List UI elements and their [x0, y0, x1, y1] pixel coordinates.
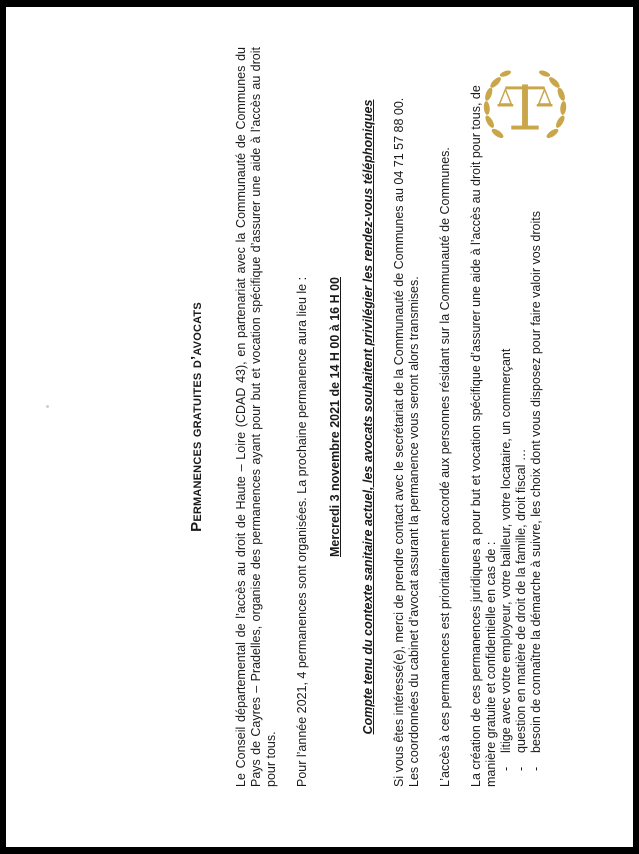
scan-speck	[46, 405, 49, 408]
next-session-date: Mercredi 3 novembre 2021 de 14 H 00 à 16 H 00	[328, 276, 342, 558]
document-page	[6, 7, 633, 847]
rotated-letter	[161, 47, 631, 787]
page-title: Permanences gratuites d’avocats	[188, 302, 205, 532]
list-item: - question en matière de droit de la famille, droit fiscal …	[514, 47, 529, 771]
list-item: - besoin de connaître la démarche à suivre, les choix dont vous disposez pour faire valoir vos droits	[529, 47, 544, 771]
contact-line-1: Si vous êtes intéressé(e), merci de prendre contact avec le secrétariat de la Communauté de Communes au 04 71 57 88 00.	[392, 97, 406, 787]
access-paragraph: L’accès à ces permanences est prioritairement accordé aux personnes résidant sur la Communauté de Communes.	[438, 147, 452, 787]
intro-paragraph: Le Conseil départemental de l’accès au droit de Haute – Loire (CDAD 43), en partenariat avec la Communauté de Communes du Pays de Cayres – Pradelles, organise des permanences ayant pour but et vocation spécifique d’assurer une aide à l’accès au droit pour tous.	[234, 47, 278, 787]
sanitary-notice: Compte tenu du contexte sanitaire actuel, les avocats souhaitent privilégier les rendez-vous téléphoniques	[361, 99, 375, 735]
contact-line-2: Les coordonnées du cabinet d’avocat assurant la permanence vous seront alors transmises.	[407, 276, 421, 787]
list-item: - litige avec votre employeur, votre bailleur, votre locataire, un commerçant	[499, 47, 514, 771]
purpose-paragraph: La création de ces permanences juridiques a pour but et vocation spécifique d’assurer une aide à l’accès au droit pour tous, de manière gratuite et confidentielle en cas de :	[469, 85, 498, 787]
year-info-paragraph: Pour l’année 2021, 4 permanences sont organisées. La prochaine permanence aura lieu le :	[295, 276, 309, 787]
cases-list	[499, 47, 544, 787]
